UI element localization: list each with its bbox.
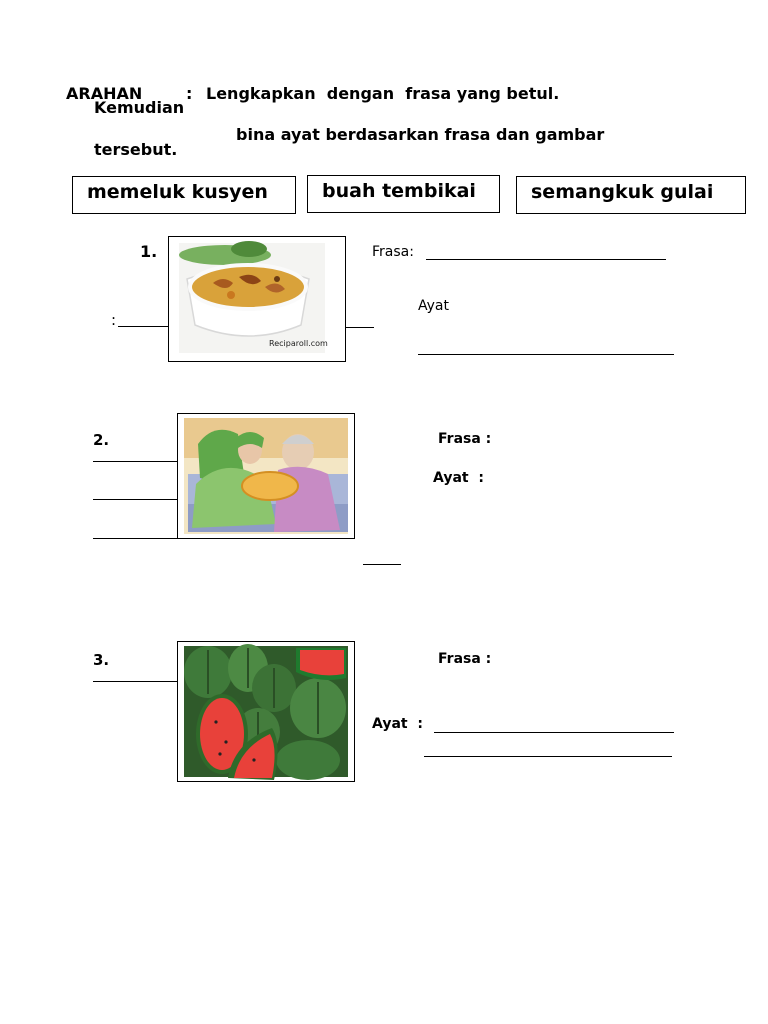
question-3-picture [177,641,355,782]
instruction-colon: : [186,84,193,103]
instruction-line-2: bina ayat berdasarkan frasa dan gambar [236,125,605,144]
question-3-frasa-label: Frasa : [438,651,492,667]
instruction-label: ARAHAN [66,84,143,103]
answer-line[interactable] [93,538,177,539]
answer-line[interactable] [118,326,168,327]
answer-line[interactable] [346,327,374,328]
question-2-frasa-label: Frasa : [438,431,492,447]
question-3-ayat-label: Ayat : [372,716,423,732]
question-1-frasa-line[interactable] [426,259,666,260]
question-2-ayat-label: Ayat : [433,470,484,486]
question-2-number: 2. [93,431,110,449]
instruction-line-3: tersebut. [94,140,178,159]
answer-line[interactable] [93,681,177,682]
hugging-cushion-image [178,414,354,538]
phrase-box-2: buah tembikai [307,175,500,213]
question-1-ayat-line[interactable] [418,354,674,355]
question-1-picture [168,236,346,362]
question-3-ayat-line[interactable] [434,732,674,733]
question-1-frasa-label: Frasa: [372,244,414,260]
question-2-picture [177,413,355,539]
instruction-line-1: Lengkapkan dengan frasa yang betul. [206,84,560,103]
watermelon-image [178,642,354,781]
curry-bowl-image [169,237,345,361]
phrase-box-1: memeluk kusyen [72,176,296,214]
question-1-left-colon: : [111,311,117,329]
image-caption: Reciparoll.com [269,339,328,348]
question-3-ayat-line[interactable] [424,756,672,757]
question-1-number: 1. [140,242,158,261]
answer-line[interactable] [93,461,177,462]
question-1-ayat-label: Ayat [418,298,449,314]
answer-line[interactable] [93,499,177,500]
instruction-kemudian: Kemudian [94,98,185,117]
question-3-number: 3. [93,651,110,669]
phrase-box-3: semangkuk gulai [516,176,746,214]
answer-line[interactable] [363,564,401,565]
